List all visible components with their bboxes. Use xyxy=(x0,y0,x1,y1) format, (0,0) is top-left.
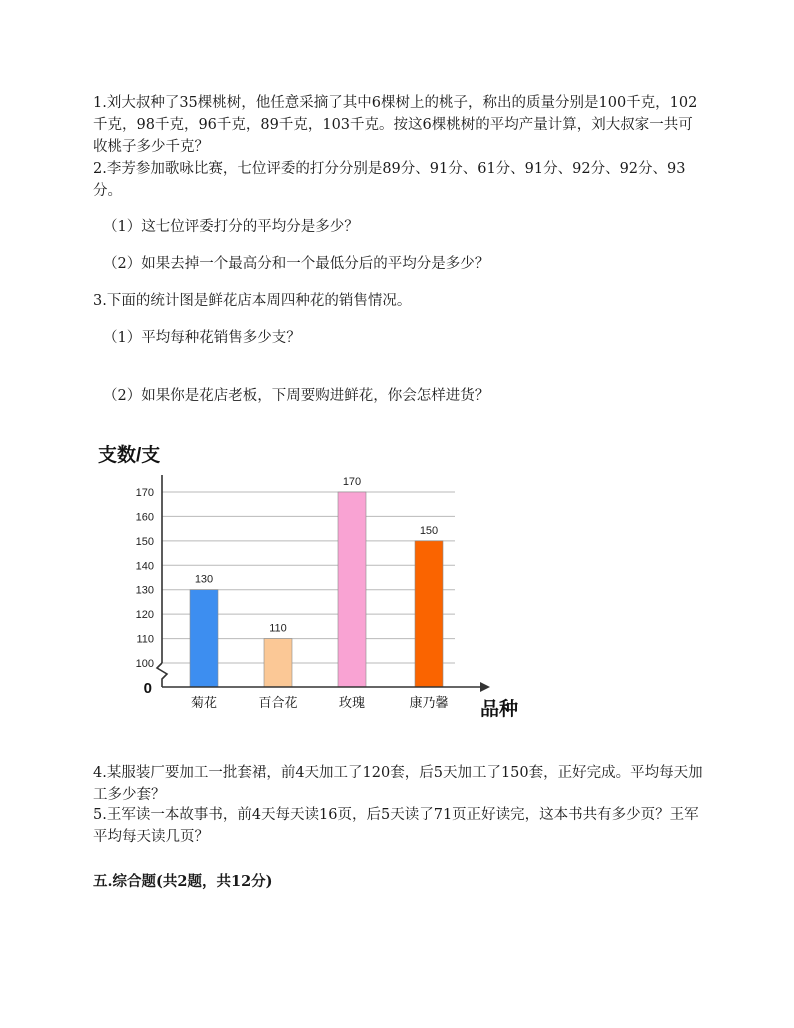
x-category-label: 玫瑰 xyxy=(338,695,366,710)
x-axis-arrow xyxy=(480,682,490,692)
question-2-part-2: （2）如果去掉一个最高分和一个最低分后的平均分是多少？ xyxy=(103,256,490,272)
flower-sales-bar-chart xyxy=(90,435,530,725)
question-5: 5.王军读一本故事书，前4天每天读16页，后5天读了71页正好读完，这本书共有多少页？王军平均每天读几页？ xyxy=(93,807,699,845)
bar-data-label: 130 xyxy=(194,573,214,586)
y-tick-label: 150 xyxy=(135,535,154,548)
x-category-label: 菊花 xyxy=(190,695,218,710)
bar-data-label: 170 xyxy=(342,476,362,488)
section-title: 五.综合题(共2题，共12分) xyxy=(93,873,273,890)
question-2: 2.李芳参加歌咏比赛，七位评委的打分分别是89分、91分、61分、91分、92分、92分、93分。 xyxy=(93,161,686,199)
bar-data-label: 110 xyxy=(269,622,287,635)
question-3-part-2: （2）如果你是花店老板，下周要购进鲜花，你会怎样进货？ xyxy=(103,388,490,404)
x-category-label: 百合花 xyxy=(258,695,298,710)
bar xyxy=(264,639,292,687)
y-origin-label: 0 xyxy=(143,680,152,697)
x-category-label: 康乃馨 xyxy=(409,695,449,710)
y-tick-label: 130 xyxy=(135,584,154,597)
y-axis-label: 支数/支 xyxy=(98,445,161,466)
bar-data-label: 150 xyxy=(419,524,439,537)
y-tick-label: 170 xyxy=(135,487,154,499)
question-2-part-1: （1）这七位评委打分的平均分是多少？ xyxy=(103,219,359,235)
bar xyxy=(190,590,218,687)
y-tick-label: 110 xyxy=(136,633,154,646)
question-3-part-1: （1）平均每种花销售多少支？ xyxy=(103,330,301,346)
y-tick-label: 100 xyxy=(135,658,154,670)
question-1: 1.刘大叔种了35棵桃树，他任意采摘了其中6棵树上的桃子，称出的质量分别是100千克，102千克，98千克，96千克，89千克，103千克。按这6棵桃树的平均产量计算，刘大叔家一共可收桃子多少千克？ xyxy=(93,95,698,155)
y-tick-label: 140 xyxy=(135,560,154,573)
bar xyxy=(415,541,443,687)
x-axis-label: 品种 xyxy=(480,699,519,720)
y-tick-label: 120 xyxy=(135,609,154,622)
chart-bars xyxy=(190,476,443,687)
y-tick-label: 160 xyxy=(135,511,154,524)
bar xyxy=(338,492,366,687)
question-3: 3.下面的统计图是鲜花店本周四种花的销售情况。 xyxy=(93,293,412,309)
y-axis-break xyxy=(157,663,167,687)
question-4: 4.某服装厂要加工一批套裙，前4天加工了120套，后5天加工了150套，正好完成。平均每天加工多少套？ xyxy=(93,765,703,803)
